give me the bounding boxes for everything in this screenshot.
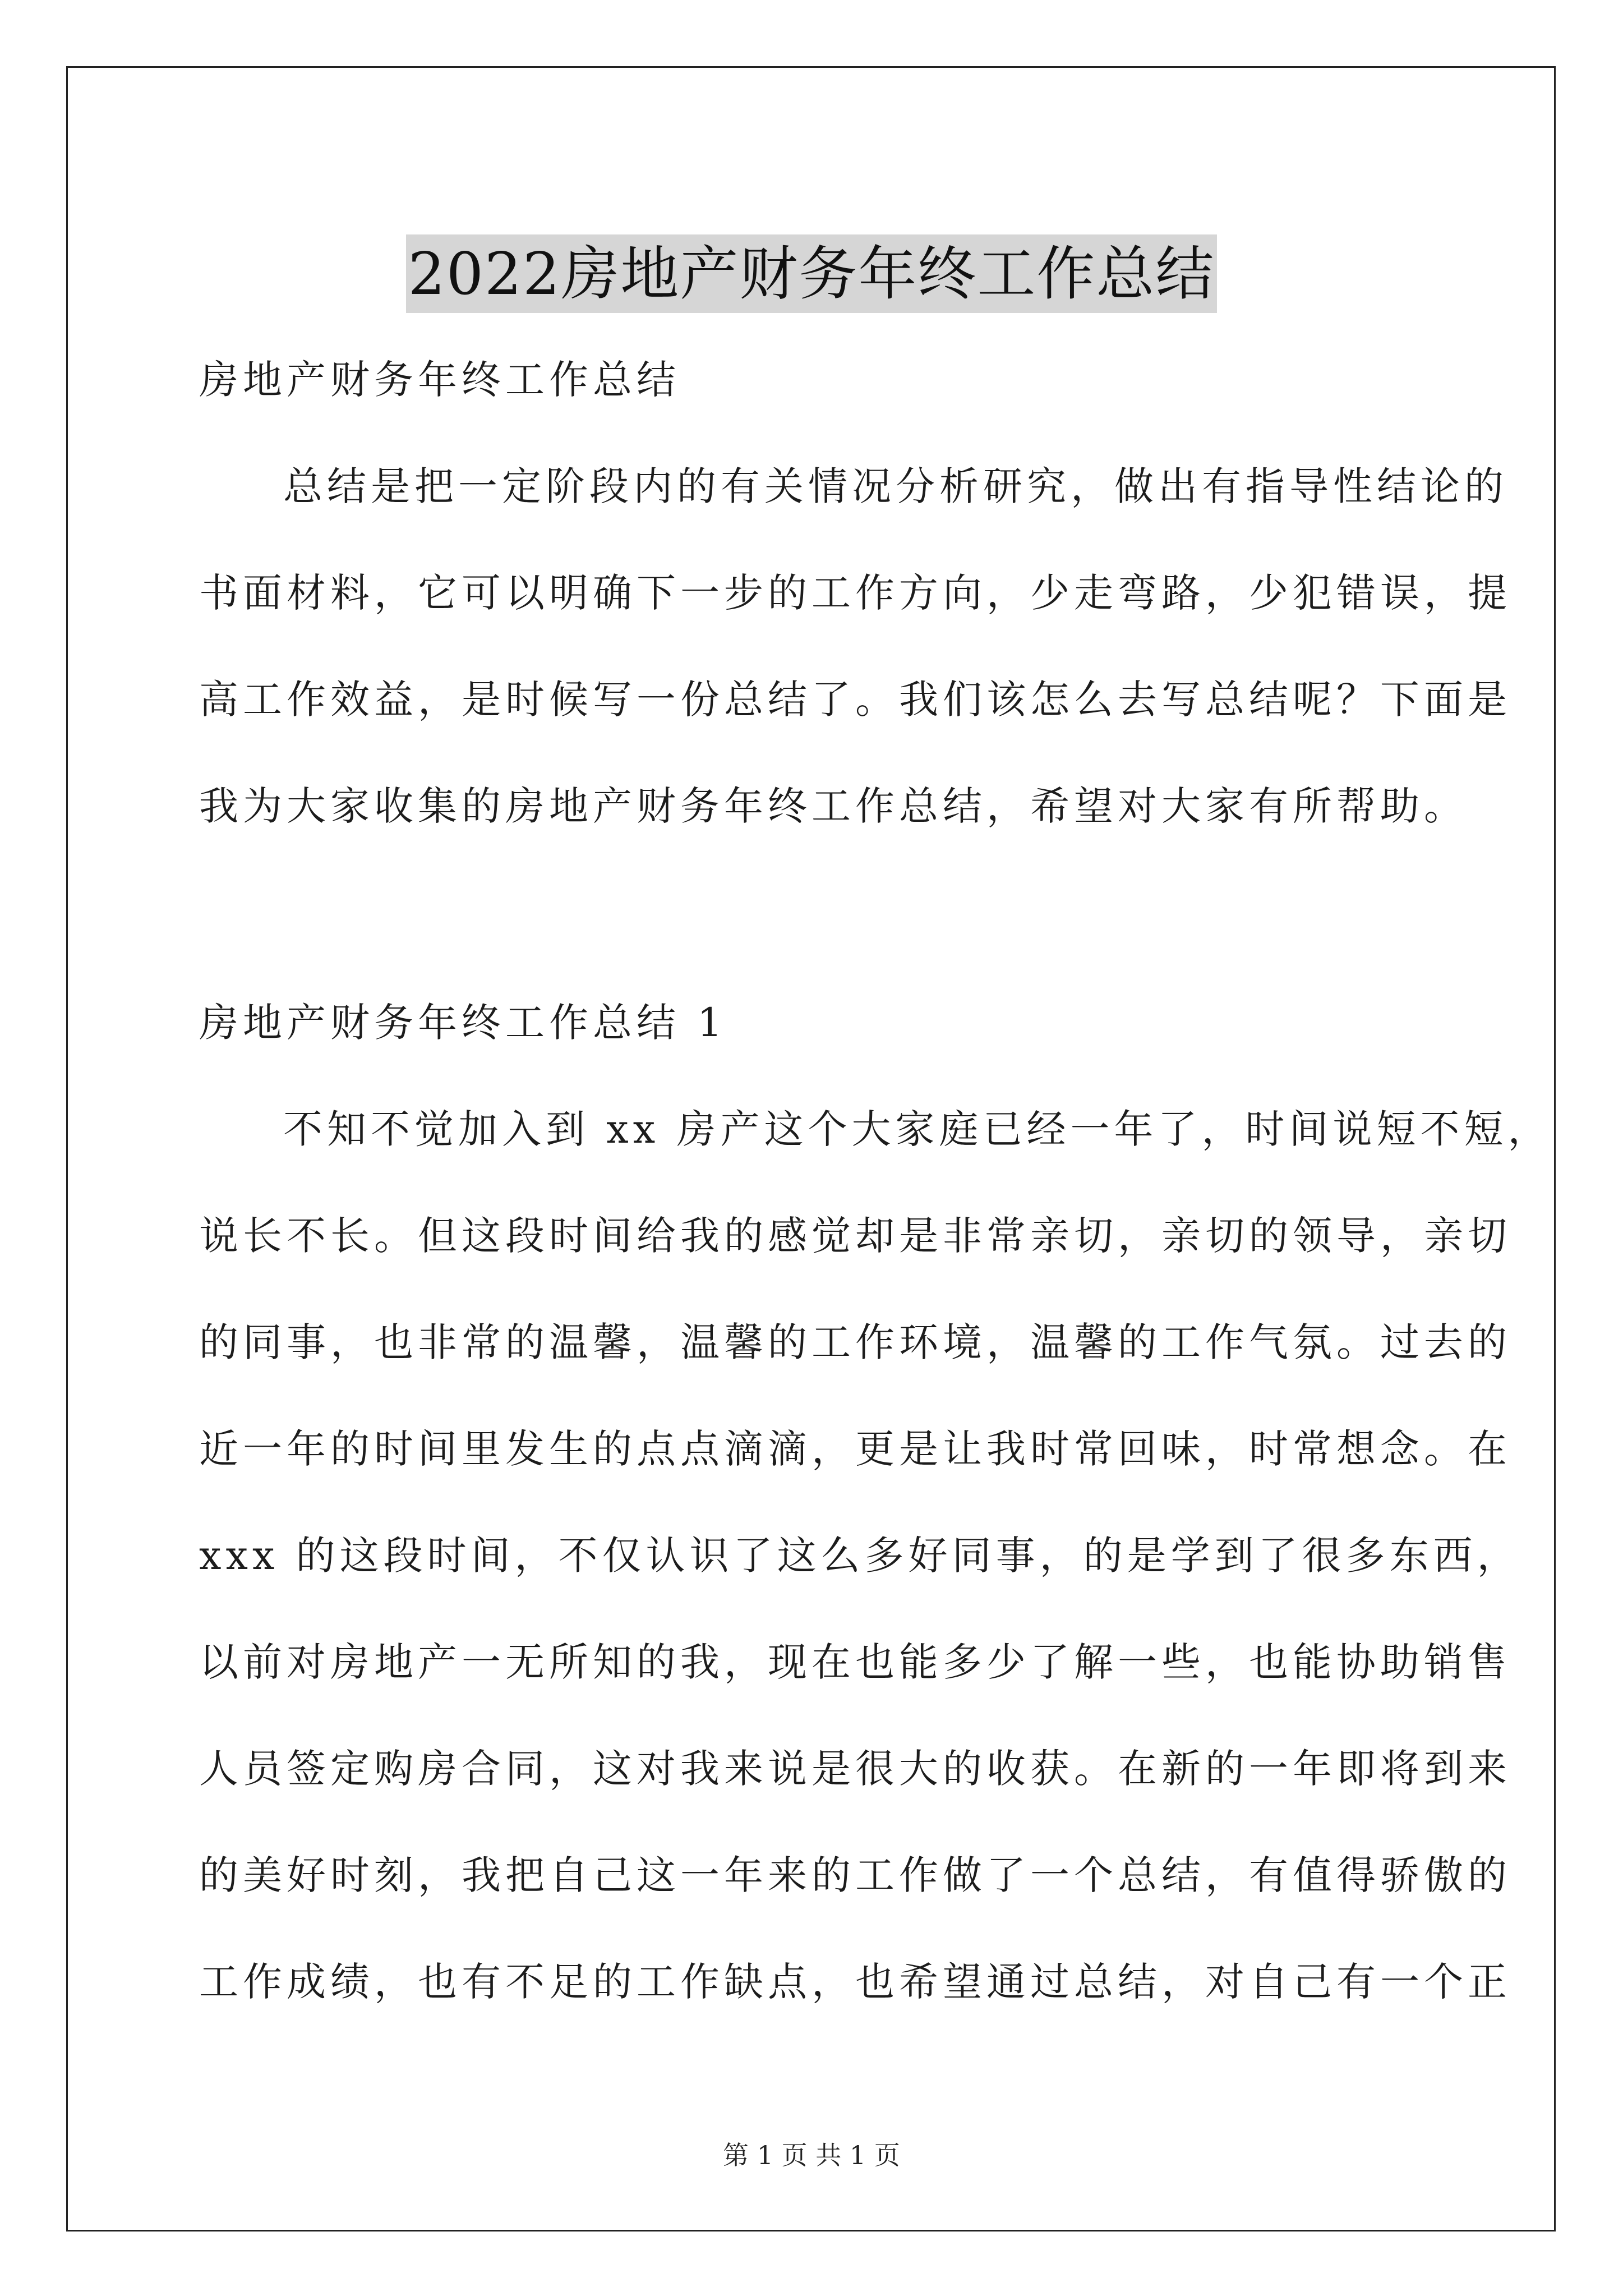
- paragraph-line: 说长不长。但这段时间给我的感觉却是非常亲切，亲切的领导，亲切: [199, 1213, 1511, 1259]
- paragraph-line: 我为大家收集的房地产财务年终工作总结，希望对大家有所帮助。: [199, 783, 1468, 829]
- title-container: [0, 195, 1623, 352]
- paragraph-line: 书面材料，它可以明确下一步的工作方向，少走弯路，少犯错误，提: [199, 570, 1511, 616]
- paragraph-line: 总结是把一定阶段内的有关情况分析研究，做出有指导性结论的: [283, 463, 1508, 509]
- section-heading-intro: 房地产财务年终工作总结: [199, 357, 680, 403]
- paragraph-line: 高工作效益，是时候写一份总结了。我们该怎么去写总结呢？下面是: [199, 677, 1511, 723]
- paragraph-line: 的美好时刻，我把自己这一年来的工作做了一个总结，有值得骄傲的: [199, 1852, 1511, 1898]
- paragraph-line: 以前对房地产一无所知的我，现在也能多少了解一些，也能协助销售: [199, 1639, 1511, 1685]
- paragraph-line: 近一年的时间里发生的点点滴滴，更是让我时常回味，时常想念。在: [199, 1426, 1511, 1472]
- section-heading-1: 房地产财务年终工作总结 1: [199, 1000, 727, 1046]
- page-number-footer: 第 1 页 共 1 页: [723, 2140, 900, 2170]
- paragraph-line: 工作成绩，也有不足的工作缺点，也希望通过总结，对自己有一个正: [199, 1959, 1511, 2005]
- paragraph-line: 的同事，也非常的温馨，温馨的工作环境，温馨的工作气氛。过去的: [199, 1319, 1511, 1365]
- paragraph-line: 不知不觉加入到 xx 房产这个大家庭已经一年了，时间说短不短，: [283, 1106, 1552, 1152]
- document-title: 2022房地产财务年终工作总结: [406, 234, 1218, 313]
- paragraph-line: xxx 的这段时间，不仅认识了这么多好同事，的是学到了很多东西，: [199, 1533, 1521, 1579]
- paragraph-line: 人员签定购房合同，这对我来说是很大的收获。在新的一年即将到来: [199, 1746, 1511, 1792]
